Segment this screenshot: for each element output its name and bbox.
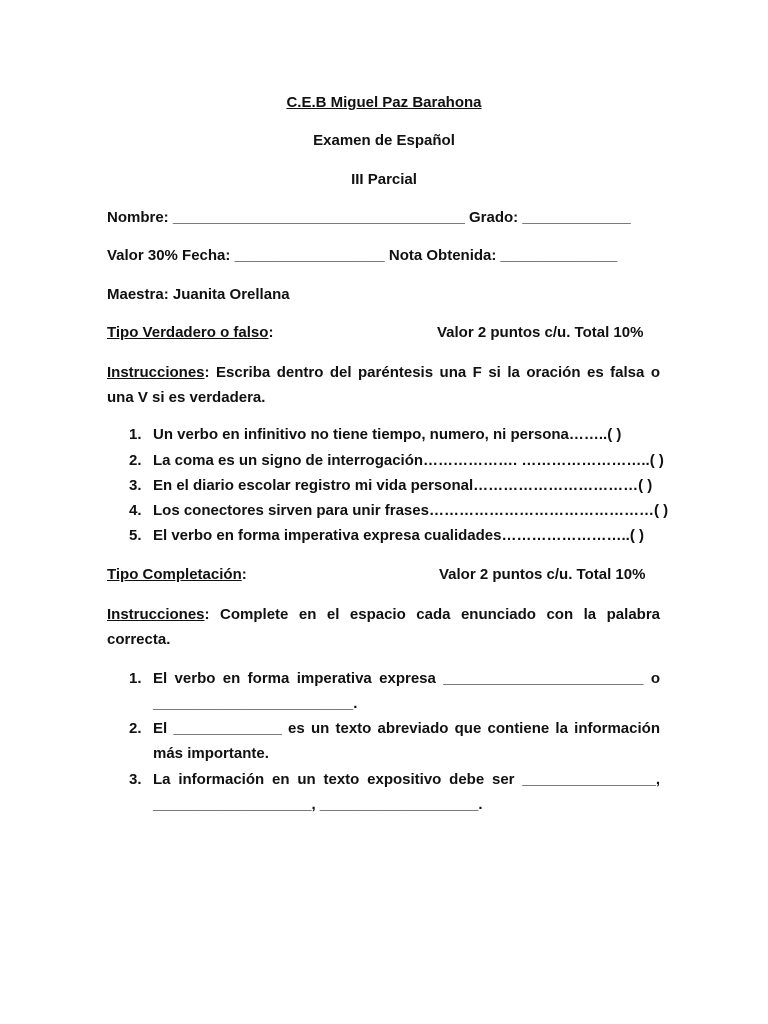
list-item xyxy=(129,477,652,494)
item-text: La coma es un signo de interrogación………………. ……………………..( ) xyxy=(153,452,664,469)
item-number: 4. xyxy=(129,502,142,519)
section1-instructions xyxy=(107,360,660,410)
item-text: En el diario escolar registro mi vida personal……………………………( ) xyxy=(153,477,653,494)
section1-title-text: Tipo Verdadero o falso xyxy=(107,324,269,341)
item-number: 5. xyxy=(129,527,142,544)
exam-period: III Parcial xyxy=(351,171,417,188)
name-grade-line: Nombre: ___________________________________ Grado: _____________ xyxy=(107,209,631,226)
list-item xyxy=(129,666,660,716)
item-number: 1. xyxy=(129,670,142,687)
section2-instructions xyxy=(107,602,660,652)
list-item xyxy=(129,767,660,817)
list-item xyxy=(129,426,621,443)
school-name: C.E.B Miguel Paz Barahona xyxy=(286,94,482,111)
section2-title-text: Tipo Completación xyxy=(107,566,242,583)
item-text: Los conectores sirven para unir frases………………………………………( ) xyxy=(153,502,669,519)
item-number: 2. xyxy=(129,720,142,737)
value-date-grade-line: Valor 30% Fecha: __________________ Nota Obtenida: ______________ xyxy=(107,247,618,264)
item-text: El _____________ es un texto abreviado que contiene la información más importante. xyxy=(153,720,660,762)
item-number: 1. xyxy=(129,426,142,443)
list-item xyxy=(129,502,668,519)
section1-value: Valor 2 puntos c/u. Total 10% xyxy=(437,324,644,341)
teacher-line: Maestra: Juanita Orellana xyxy=(107,286,290,303)
section2-instructions-label: Instrucciones xyxy=(107,606,205,623)
list-item xyxy=(129,452,664,469)
section1-instructions-text: : Escriba dentro del paréntesis una F si la oración es falsa o una V si es verdadera. xyxy=(107,364,660,406)
section2-title xyxy=(107,566,247,583)
list-item xyxy=(129,716,660,766)
list-item xyxy=(129,527,644,544)
section2-title-colon: : xyxy=(241,566,247,583)
section1-title-colon: : xyxy=(268,324,274,341)
item-number: 3. xyxy=(129,477,142,494)
section2-instructions-text: : Complete en el espacio cada enunciado con la palabra correcta. xyxy=(107,606,660,648)
exam-title: Examen de Español xyxy=(313,132,455,149)
item-text: El verbo en forma imperativa expresa cualidades……………………..( ) xyxy=(153,527,644,544)
section2-value: Valor 2 puntos c/u. Total 10% xyxy=(439,566,646,583)
section1-instructions-label: Instrucciones xyxy=(107,364,205,381)
item-text: Un verbo en infinitivo no tiene tiempo, numero, ni persona……..( ) xyxy=(153,426,622,443)
item-number: 2. xyxy=(129,452,142,469)
item-text: El verbo en forma imperativa expresa ________________________ o ________________________. xyxy=(153,670,660,712)
section1-title xyxy=(107,324,273,341)
item-text: La información en un texto expositivo debe ser ________________, ___________________, ___________________. xyxy=(153,771,660,813)
item-number: 3. xyxy=(129,771,142,788)
